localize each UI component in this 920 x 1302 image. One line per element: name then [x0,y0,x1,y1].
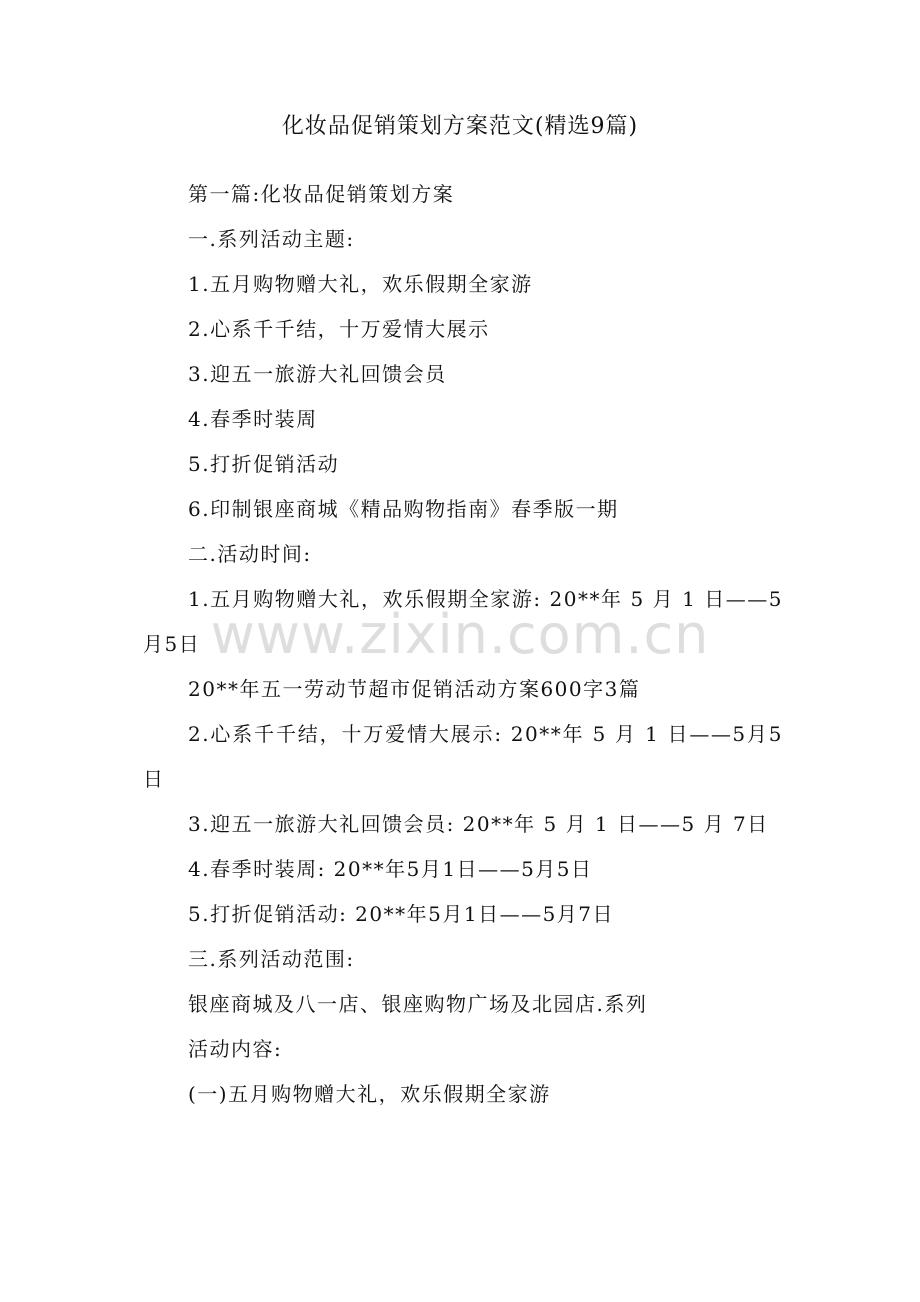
document-body [143,172,783,1117]
scope-text: 银座商城及八一店、银座购物广场及北园店.系列 [188,992,648,1016]
time-item-3: 3.迎五一旅游大礼回馈会员: 20**年 5 月 1 日——5 月 7日 [188,812,769,836]
theme-item-1: 1.五月购物赠大礼，欢乐假期全家游 [188,272,533,296]
content-item-1: (一)五月购物赠大礼，欢乐假期全家游 [188,1082,551,1106]
theme-item-2: 2.心系千千结，十万爱情大展示 [188,317,490,341]
time-item-1: 1.五月购物赠大礼，欢乐假期全家游: 20**年 5 月 1 日——5月5日 [143,587,783,656]
time-item-4: 4.春季时装周: 20**年5月1日——5月5日 [188,857,593,881]
section-heading-themes: 一.系列活动主题: [188,227,355,251]
theme-item-3: 3.迎五一旅游大礼回馈会员 [188,362,447,386]
time-item-2: 2.心系千千结，十万爱情大展示: 20**年 5 月 1 日——5月5日 [143,722,783,791]
time-item-5: 5.打折促销活动: 20**年5月1日——5月7日 [188,902,615,926]
related-article-link: 20**年五一劳动节超市促销活动方案600字3篇 [188,677,641,701]
theme-item-5: 5.打折促销活动 [188,452,340,476]
theme-item-6: 6.印制银座商城《精品购物指南》春季版一期 [188,497,619,521]
watermark: www.zixin.com.cn [210,603,710,666]
section-heading-scope: 三.系列活动范围: [188,947,355,971]
document-title: 化妆品促销策划方案范文(精选9篇) [281,114,639,139]
section-heading-chapter-1: 第一篇:化妆品促销策划方案 [188,182,455,206]
theme-item-4: 4.春季时装周 [188,407,318,431]
section-heading-content: 活动内容: [188,1037,283,1061]
section-heading-time: 二.活动时间: [188,542,312,566]
